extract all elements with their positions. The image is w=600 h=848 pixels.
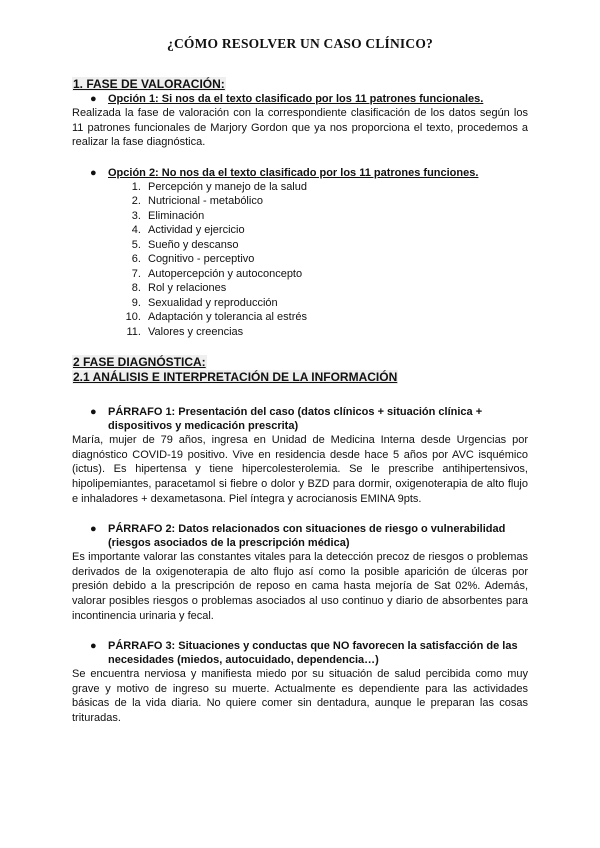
paragraph2-text: Es importante valorar las constantes vitales para la detección precoz de riesgos o problemas derivados de la oxigenoterapia de alto flujo así como la posible aparición de úlceras por presión debido a la prescripción de reposo en cama hasta mejoría de Sat 02%. Además, valorar posibles riesgos o problemas asociados al uso continuo y diario de absorbentes para incontinencia urinaria y fecal. bbox=[72, 551, 528, 622]
paragraph2-bullet bbox=[72, 522, 528, 550]
list-item: 8. Rol y relaciones bbox=[144, 281, 528, 296]
option1-bullet bbox=[72, 92, 528, 106]
bullet-icon: ● bbox=[90, 406, 97, 419]
list-item: 7. Autopercepción y autoconcepto bbox=[144, 267, 528, 282]
list-item: 10. Adaptación y tolerancia al estrés bbox=[144, 310, 528, 325]
list-item: 1. Percepción y manejo de la salud bbox=[144, 180, 528, 195]
paragraph3-bullet bbox=[72, 639, 528, 667]
page-title: ¿CÓMO RESOLVER UN CASO CLÍNICO? bbox=[167, 36, 433, 51]
bullet-icon: ● bbox=[90, 93, 97, 105]
paragraph2-label: PÁRRAFO 2: Datos relacionados con situaciones de riesgo o vulnerabilidad (riesgos asociados de la prescripción médica) bbox=[108, 523, 506, 550]
list-item: 5. Sueño y descanso bbox=[144, 238, 528, 253]
section-heading-diagnostica bbox=[72, 355, 528, 370]
option2-bullet bbox=[72, 166, 528, 180]
list-item: 6. Cognitivo - perceptivo bbox=[144, 252, 528, 267]
section-heading-text: 2 FASE DIAGNÓSTICA: bbox=[73, 355, 206, 370]
paragraph3-text: Se encuentra nerviosa y manifiesta miedo por su situación de salud percibida como muy grave y motivo de ingreso su muerte. Actualmente es dependiente para las actividades básicas de la vida diaria. No quiere comer sin dentadura, aunque le preparan las cosas trituradas. bbox=[72, 668, 528, 724]
section-heading-text: 1. FASE DE VALORACIÓN: bbox=[73, 77, 225, 91]
functional-patterns-list bbox=[72, 180, 528, 340]
paragraph1-text: María, mujer de 79 años, ingresa en Unidad de Medicina Interna desde Urgencias por diagnóstico COVID-19 positivo. Vive en residencia desde hace 5 años por AVC isquémico (ictus). Es hipertensa y tiene hipercolesterolemia. Se le prescribe antihipertensivos, hipolipemiantes, paracetamol si fiebre o dolor y BZD para dormir, oxigenoterapia de alto flujo e inhaladores + dexametasona. Piel íntegra y acrocianosis EMINA 9pts. bbox=[72, 434, 528, 505]
list-item: 3. Eliminación bbox=[144, 209, 528, 224]
section-heading-valoracion bbox=[72, 77, 528, 92]
option1-text: Realizada la fase de valoración con la correspondiente clasificación de los datos según los 11 patrones funcionales de Marjory Gordon que ya nos proporciona el texto, procedemos a realizar la fase diagnóstica. bbox=[72, 107, 528, 149]
subsection-heading-text: 2.1 ANÁLISIS E INTERPRETACIÓN DE LA INFORMACIÓN bbox=[73, 370, 398, 385]
bullet-icon: ● bbox=[90, 640, 97, 653]
document-page bbox=[72, 36, 528, 726]
list-item: 2. Nutricional - metabólico bbox=[144, 194, 528, 209]
bullet-icon: ● bbox=[90, 523, 97, 536]
bullet-icon: ● bbox=[90, 166, 97, 179]
paragraph3-label: PÁRRAFO 3: Situaciones y conductas que NO favorecen la satisfacción de las necesidades (miedos, autocuidado, dependencia…) bbox=[108, 640, 518, 667]
list-item: 11. Valores y creencias bbox=[144, 325, 528, 340]
list-item: 4. Actividad y ejercicio bbox=[144, 223, 528, 238]
list-item: 9. Sexualidad y reproducción bbox=[144, 296, 528, 311]
paragraph1-bullet bbox=[72, 405, 528, 433]
paragraph1-label: PÁRRAFO 1: Presentación del caso (datos clínicos + situación clínica + dispositivos y medicación prescrita) bbox=[108, 406, 483, 433]
option2-label: Opción 2: No nos da el texto clasificado por los 11 patrones funciones. bbox=[108, 166, 479, 179]
option1-label: Opción 1: Si nos da el texto clasificado por los 11 patrones funcionales. bbox=[108, 93, 484, 105]
subsection-heading-analisis bbox=[72, 370, 528, 385]
